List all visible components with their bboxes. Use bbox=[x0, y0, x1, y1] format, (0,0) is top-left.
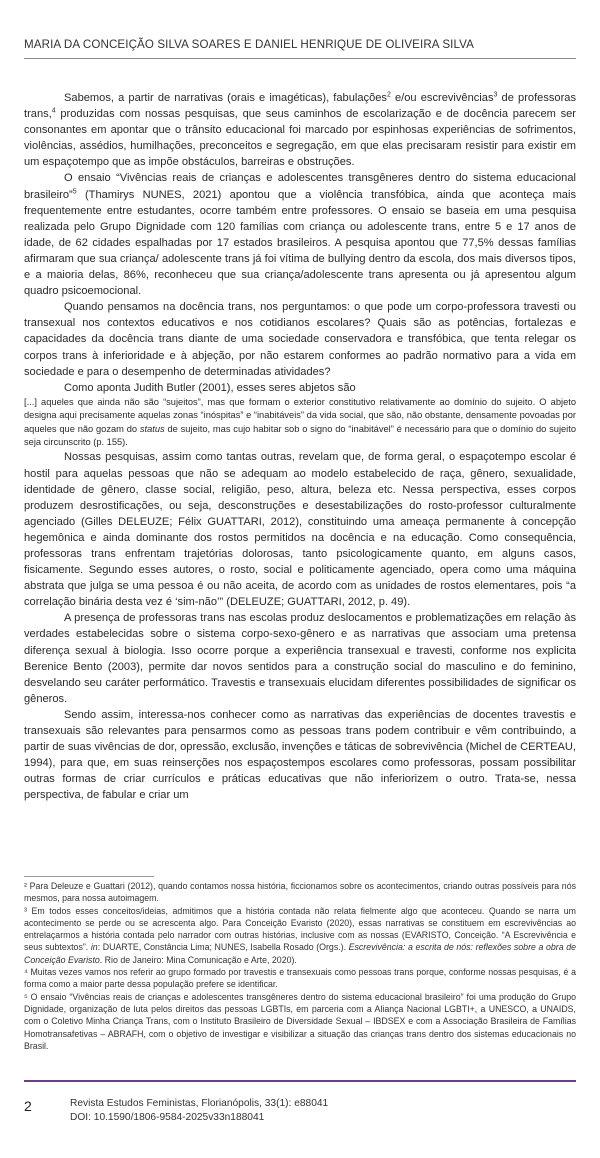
footnote-text: : DUARTE, Constância Lima; NUNES, Isabella Rosado (Orgs.). bbox=[97, 942, 349, 953]
footnote-text: ³ Em todos esses conceitos/ideias, admitimos que a história contada não relata fielmente algo que aconteceu. Quando se narra um acontecimento se perde ou se acrescenta algo. Para Conceição Evaristo (2020), essas narrativas se constituem em escrevivências ao entrelaçarmos a história contada pelo narrador com outras histórias, inclusive com as nossas (EVARISTO, Conceição. “A Escrevivência e seus subtextos”. bbox=[24, 905, 576, 953]
footnote-2: ² Para Deleuze e Guattari (2012), quando contamos nossa história, ficcionamos sobre os acontecimentos, criando outras possíveis para nós mesmos, para nossa autoimagem. bbox=[24, 881, 576, 904]
footnote-book-title: Escrevivência: a escrita de nós: reflexões sobre a obra de Conceição Evaristo bbox=[24, 942, 576, 965]
footnote-3 bbox=[24, 905, 576, 966]
paragraph-4: Como aponta Judith Butler (2001), esses seres abjetos são bbox=[64, 381, 356, 394]
footnote-5: ⁵ O ensaio “Vivências reais de crianças e adolescentes transgêneres dentro do sistema educacional brasileiro” foi uma produção do Grupo Dignidade, organização de luta pelos direitos das pessoas LGBTIs, em parceria com a Aliança Nacional LGBTI+, a UNESCO, a UNAIDS, com o Coletivo Minha Criança Trans, com o Instituto Brasileiro de Diversidade Sexual – IBDSEX e com a Associação Brasileira de Famílias Homotransafetivas – ABRAFH, com o objetivo de investigar e visibilizar a situação das crianças trans dentro dos sistemas educacionais no Brasil. bbox=[24, 991, 576, 1051]
paragraph-7: Sendo assim, interessa-nos conhecer como as narrativas das experiências de docentes travestis e transexuais são relevantes para pensarmos como as pessoas trans podem contribuir e vêm contribuindo, a partir de suas vivências de dor, opressão, exclusão, invenções e táticas de sobrevivência (Michel de CERTEAU, 1994), para que, em suas reinserções nos espaçostempos escolares como professoras, possam possibilitar outras formas de criar currículos e práticas educativas que não inferiorizem o outro. Trata-se, nessa perspectiva, de fabular e criar um bbox=[24, 708, 576, 802]
quote-emphasis: status bbox=[139, 423, 165, 434]
footnote-emphasis: in bbox=[90, 942, 98, 953]
paragraph-text: de professoras trans, bbox=[24, 92, 576, 121]
footnote-ref-2[interactable]: 2 bbox=[386, 91, 391, 99]
footnote-ref-5[interactable]: 5 bbox=[72, 187, 77, 195]
paragraph-text: O ensaio “Vivências reais de crianças e adolescentes transgêneres dentro do sistema educacional brasileiro” bbox=[24, 172, 576, 201]
footnote-text: . Rio de Janeiro: Mina Comunicação e Arte, 2020). bbox=[99, 954, 297, 965]
footnote-ref-4[interactable]: 4 bbox=[51, 107, 56, 115]
footnotes bbox=[24, 880, 576, 1052]
doi-link[interactable]: DOI: 10.1590/1806-9584-2025v33n188041 bbox=[70, 1111, 265, 1123]
running-header: MARIA DA CONCEIÇÃO SILVA SOARES E DANIEL HENRIQUE DE OLIVEIRA SILVA bbox=[24, 38, 474, 51]
paragraph-text: (Thamirys NUNES, 2021) apontou que a violência transfóbica, ainda que aconteça mais frequentemente entre estudantes, ocorre também entre professores. O ensaio se baseia em uma pesquisa realizada pelo Grupo Dignidade com 120 famílias com criança ou adolescente trans, entre 5 e 17 anos de idade, de 62 cidades espalhadas por 17 estados brasileiros. A pesquisa apontou que 77,5% dessas famílias afirmaram que sua criança/ adolescente trans já foi vítima de bullying dentro da escola, dos mais diversos tipos, e a maioria delas, 86%, reconheceu que sua criança/adolescente trans apresenta ou já apresentou algum quadro psicoemocional. bbox=[24, 188, 576, 298]
journal-citation bbox=[70, 1097, 328, 1124]
paragraph-6: A presença de professoras trans nas escolas produz deslocamentos e problematizações em relação às verdades estabelecidas sobre o sistema corpo-sexo-gênero e as narrativas que associam uma pretensa diferença sexual à biologia. Isso ocorre porque a experiência transexual e travesti, conforme nos explicita Berenice Bento (2003), permite dar novos sentidos para a construção social do masculino e do feminino, desvelando seu caráter performático. Travestis e transexuais elucidam diferentes possibilidades de significar os gêneros. bbox=[24, 612, 576, 705]
article-body bbox=[24, 90, 576, 803]
footnote-4: ⁴ Muitas vezes vamos nos referir ao grupo formado por travestis e transexuais como pessoas trans porque, conforme nossas pesquisas, é a forma como a maior parte dessa população prefere se identificar. bbox=[24, 967, 576, 990]
quote-text: de sujeito, mas cujo habitar sob o signo do “inabitável” é necessário para que o domínio do sujeito seja circunscrito (p. 155). bbox=[24, 423, 577, 447]
block-quote bbox=[24, 396, 576, 450]
paragraph-3: Quando pensamos na docência trans, nos perguntamos: o que pode um corpo-professora travesti ou transexual nos contextos educativos e nos cotidianos escolares? Quais são as potências, fortalezas e capacidades da docência trans diante de uma sociedade conservadora e transfóbica, que tenta relegar os corpos trans à inferioridade e à abjeção, por não estarem conformes ao padrão normativo para a vida em sociedade e para o desempenho de determinadas atividades? bbox=[24, 301, 576, 378]
paragraph-5: Nossas pesquisas, assim como tantas outras, revelam que, de forma geral, o espaçotempo escolar é hostil para aquelas pessoas que não se adequam ao modelo estabelecido de raça, gênero, sexualidade, identidade de gênero, classe social, religião, peso, altura, beleza etc. Nessa perspectiva, esses corpos produzem desrostificações, ou seja, desconstruções e desestabilizações do rosto-professor culturalmente agenciado (Gilles DELEUZE; Félix GUATTARI, 2012), constituindo uma ameaça permanente à concepção hegemônica e ainda dominante dos rostos permitidos na docência e na educação. Como consequência, professoras trans enfrentam trajetórias dolorosas, tanto psicologicamente quanto, em alguns casos, fisicamente. Segundo esses autores, o rosto, social e politicamente agenciado, opera como uma máquina abstrata que julga se uma pessoa é ou não aceita, de acordo com as unidades de rostos elementares, pois “a correlação binária desta vez é ‘sim-não’” (DELEUZE; GUATTARI, 2012, p. 49). bbox=[24, 451, 576, 609]
header-divider bbox=[24, 58, 576, 59]
footnote-ref-3[interactable]: 3 bbox=[493, 91, 498, 99]
paragraph-text: Sabemos, a partir de narrativas (orais e imagéticas), fabulações bbox=[64, 92, 387, 104]
paragraph-2 bbox=[24, 170, 576, 299]
paragraph-text: produzidas com nossas pesquisas, que seus caminhos de escolarização e de docência parecem ser consonantes em apontar que o trânsito educacional foi marcado por espinhosas experiências de sofrimentos, violências, assédios, humilhações, preconceitos e segregação, em que elas precisaram resistir para existir em um espaçotempo que as impõe obstáculos, barreiras e obstruções. bbox=[24, 108, 576, 169]
footer-divider bbox=[24, 1080, 576, 1082]
journal-name: Revista Estudos Feministas, Florianópolis, 33(1): e88041 bbox=[70, 1098, 329, 1109]
page-number: 2 bbox=[24, 1098, 32, 1114]
quote-text: [...] aqueles que ainda não são “sujeitos”, mas que formam o exterior constitutivo relativamente ao domínio do sujeito. O abjeto designa aqui precisamente aquelas zonas “inóspitas” e “inabitáveis” da vida social, que são, não obstante, densamente povoadas por aqueles que não gozam do bbox=[24, 396, 576, 434]
paragraph-1 bbox=[24, 90, 576, 170]
paragraph-text: e/ou escrevivências bbox=[390, 92, 494, 104]
footnote-divider bbox=[24, 876, 154, 877]
